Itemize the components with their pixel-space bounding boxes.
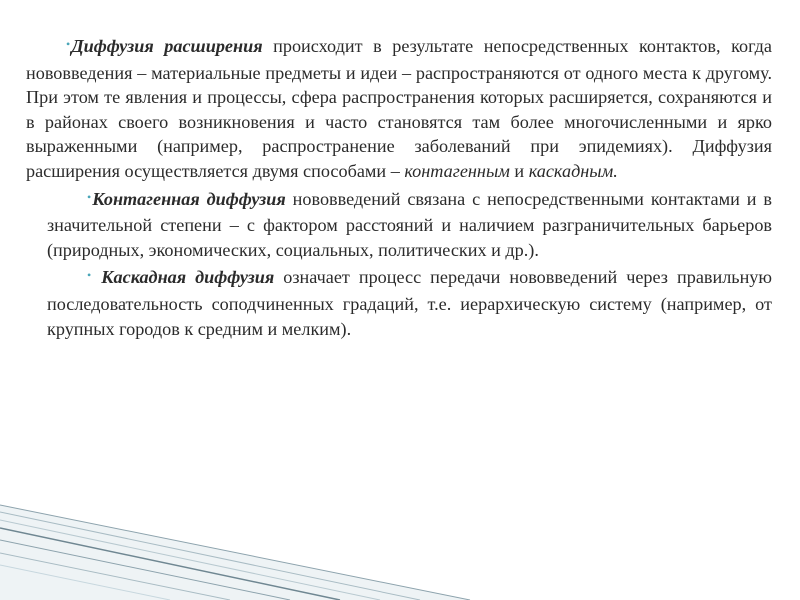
bullet-icon: •	[66, 37, 71, 51]
term-cascade-diffusion: Каскадная диффузия	[92, 267, 275, 288]
paragraph-text: нововведений связана с непосредственными контактами и в значительной степени – с фактором расстояний и наличием разграничительных барьеров (природных, экономических, социальных, политических и др.).	[47, 188, 772, 260]
slide-body	[26, 34, 772, 341]
bullet-icon: •	[87, 189, 92, 204]
paragraph-text: происходит в результате непосредственных контактов, когда нововведения – материальные предметы и идеи – распространяются от одного места к другому. При этом те явления и процессы, сфера распространения которых расширяется, сохраняются и в районах своего возникновения и часто становятся там более многочисленными и ярко выраженными (например, распространение заболеваний при эпидемиях). Диффузия расширения осуществляется двумя способами –	[26, 36, 772, 181]
paragraph-text-conjunction: и	[509, 160, 529, 181]
term-contagious-diffusion: Контагенная диффузия	[92, 188, 286, 209]
paragraph-contagious-diffusion	[47, 187, 772, 263]
paragraph-text: означает процесс передачи нововведений через правильную последовательность соподчиненных градаций, т.е. иерархическую систему (например, от крупных городов к средним и мелким).	[47, 267, 772, 339]
term-expansion-diffusion: Диффузия расширения	[71, 36, 263, 56]
bullet-icon: •	[87, 268, 92, 283]
italic-term-cascade: каскадным.	[528, 160, 618, 181]
italic-term-contagious: контагенным	[404, 160, 510, 181]
paragraph-cascade-diffusion	[47, 265, 772, 341]
paragraph-expansion-diffusion	[26, 34, 772, 184]
